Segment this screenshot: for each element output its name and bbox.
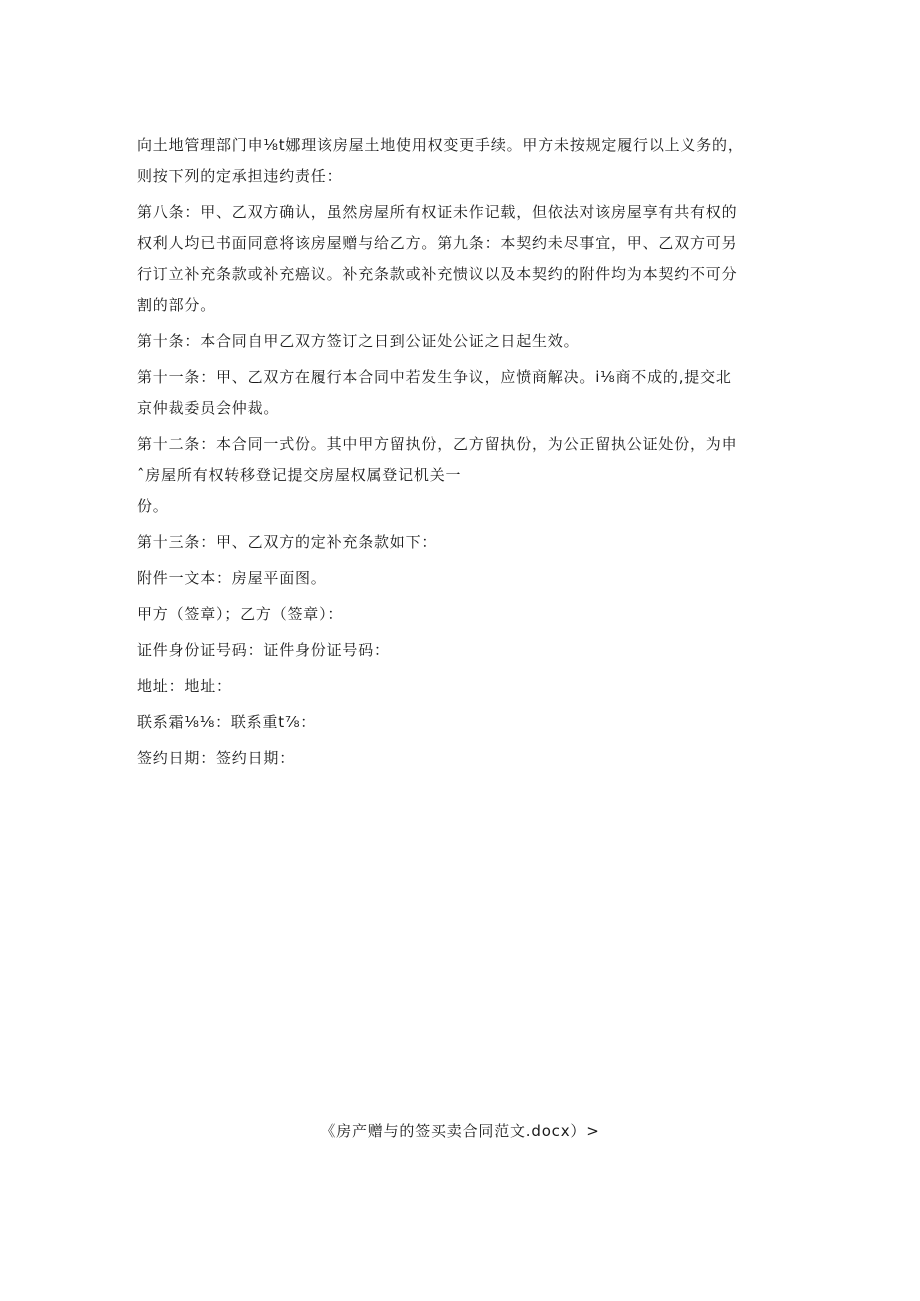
text-line: 京仲裁委员会仲裁。: [137, 399, 280, 417]
paragraph-contact: [137, 707, 787, 738]
paragraph-article-12: [137, 429, 787, 491]
text-line: 第十二条：本合同一式份。其中甲方留执份，乙方留执份，为公正留执公证处份，为申: [137, 435, 738, 453]
paragraph-article-8: [137, 197, 787, 321]
text-line: 签约日期：签约日期：: [137, 749, 296, 767]
text-line: 第八条：甲、乙双方确认，虽然房屋所有权证未作记载，但依法对该房屋享有共有权的: [137, 203, 738, 221]
document-body: [137, 130, 787, 779]
text-line: 割的部分。: [137, 296, 217, 314]
paragraph-id-numbers: [137, 635, 787, 666]
text-line: 第十一条：甲、乙双方在履行本合同中若发生争议，应愤商解决。i⅛商不成的,提交北: [137, 368, 732, 386]
text-line: 甲方（签章）；乙方（签章）：: [137, 605, 344, 623]
document-footer: 《房产赠与的签买卖合同范文.docx）>: [320, 1122, 600, 1140]
paragraph-article-13: [137, 527, 787, 558]
text-line: 第十条：本合同自甲乙双方签订之日到公证处公证之日起生效。: [137, 332, 580, 350]
text-line: 向土地管理部门申⅛t娜理该房屋土地使用权变更手续。甲方未按规定履行以上义务的，: [137, 136, 744, 154]
text-line: 联系霜⅛⅛：联系重t⅞：: [137, 713, 317, 731]
paragraph-article-12-end: [137, 491, 787, 522]
text-line: 附件一文本：房屋平面图。: [137, 569, 327, 587]
text-line: ˆ房屋所有权转移登记提交房屋权属登记机关一: [137, 466, 462, 484]
text-line: 则按下列的定承担违约责任：: [137, 167, 343, 185]
paragraph-sign-date: [137, 743, 787, 774]
text-line: 地址：地址：: [137, 677, 232, 695]
text-line: 证件身份证号码：证件身份证号码：: [137, 641, 390, 659]
paragraph-article-10: [137, 326, 787, 357]
paragraph-article-11: [137, 362, 787, 424]
text-line: 第十三条：甲、乙双方的定补充条款如下：: [137, 533, 438, 551]
text-line: 权利人均已书面同意将该房屋赠与给乙方。第九条：本契约未尽事宜，甲、乙双方可另: [137, 234, 738, 252]
paragraph-land-transfer: [137, 130, 787, 192]
paragraph-attachment: [137, 563, 787, 594]
paragraph-address: [137, 671, 787, 702]
text-line: 行订立补充条款或补充癌议。补充条款或补充愦议以及本契约的附件均为本契约不可分: [137, 265, 738, 283]
paragraph-signatures: [137, 599, 787, 630]
text-line: 份。: [137, 497, 169, 515]
